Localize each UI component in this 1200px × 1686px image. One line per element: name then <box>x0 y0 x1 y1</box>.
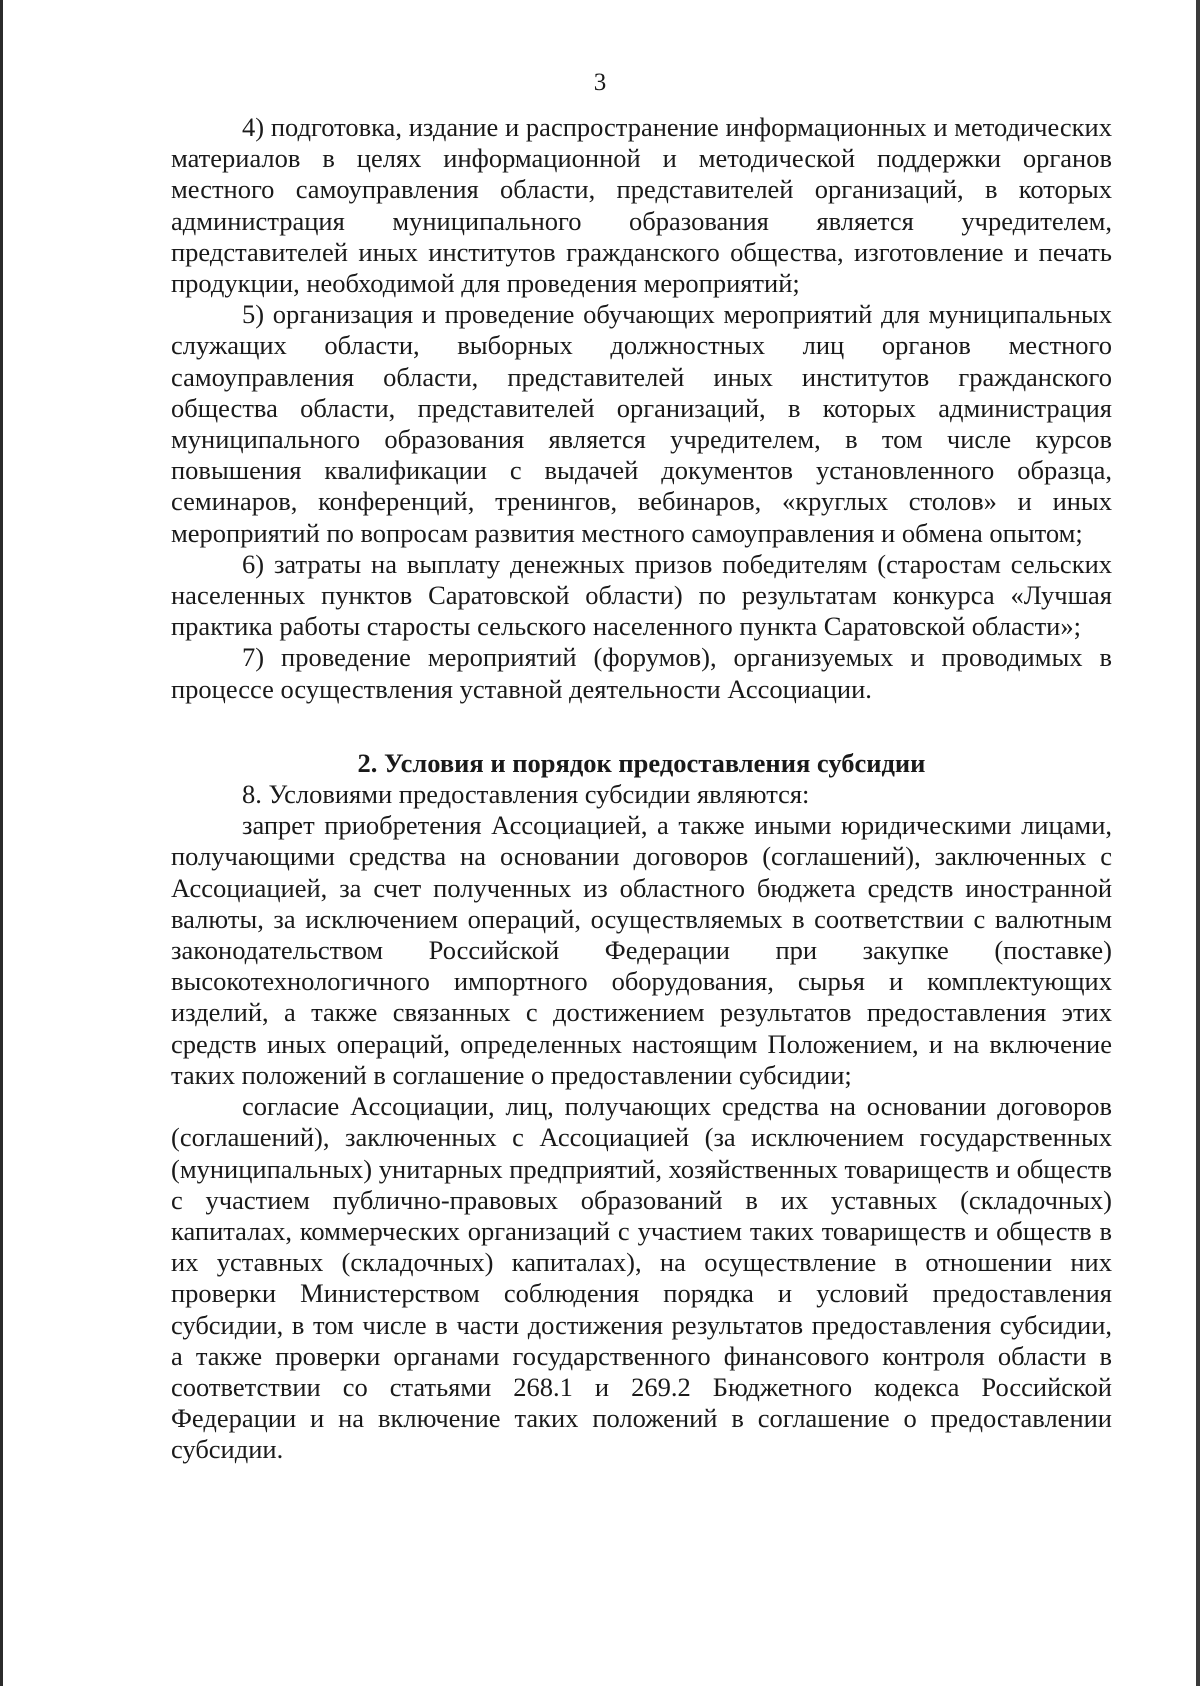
paragraph-item-7: 7) проведение мероприятий (форумов), организуемых и проводимых в процессе осуществления уставной деятельности Ассоциации. <box>171 642 1112 704</box>
page-number: 3 <box>593 69 607 96</box>
document-body <box>171 112 1112 1466</box>
paragraph-item-8: 8. Условиями предоставления субсидии являются: <box>242 779 810 810</box>
scan-edge-left <box>0 0 3 1686</box>
scan-edge-right <box>1196 0 1200 1686</box>
paragraph-item-5: 5) организация и проведение обучающих мероприятий для муниципальных служащих области, выборных должностных лиц органов местного самоуправления области, представителей иных институтов гражданского общества области, представителей организаций, в которых администрация муниципального образования является учредителем, в том числе курсов повышения квалификации с выдачей документов установленного образца, семинаров, конференций, тренингов, вебинаров, «круглых столов» и иных мероприятий по вопросам развития местного самоуправления и обмена опытом; <box>171 299 1112 548</box>
paragraph-item-4: 4) подготовка, издание и распространение информационных и методических материалов в целях информационной и методической поддержки органов местного самоуправления области, представителей организаций, в которых администрация муниципального образования является учредителем, представителей иных институтов гражданского общества, изготовление и печать продукции, необходимой для проведения мероприятий; <box>171 112 1112 299</box>
section-heading: 2. Условия и порядок предоставления субсидии <box>357 747 926 778</box>
paragraph-item-6: 6) затраты на выплату денежных призов победителям (старостам сельских населенных пунктов Саратовской области) по результатам конкурса «Лучшая практика работы старосты сельского населенного пункта Саратовской области»; <box>171 548 1112 642</box>
paragraph-currency-ban: запрет приобретения Ассоциацией, а также иными юридическими лицами, получающими средства на основании договоров (соглашений), заключенных с Ассоциацией, за счет полученных из областного бюджета средств иностранной валюты, за исключением операций, осуществляемых в соответствии с валютным законодательством Российской Федерации при закупке (поставке) высокотехнологичного импортного оборудования, сырья и комплектующих изделий, а также связанных с достижением результатов предоставления этих средств иных операций, определенных настоящим Положением, и на включение таких положений в соглашение о предоставлении субсидии; <box>171 810 1112 1090</box>
paragraph-consent: согласие Ассоциации, лиц, получающих средства на основании договоров (соглашений), заключенных с Ассоциацией (за исключением государственных (муниципальных) унитарных предприятий, хозяйственных товариществ и обществ с участием публично-правовых образований в их уставных (складочных) капиталах, коммерческих организаций с участием таких товариществ и обществ в их уставных (складочных) капиталах), на осуществление в отношении них проверки Министерством соблюдения порядка и условий предоставления субсидии, в том числе в части достижения результатов предоставления субсидии, а также проверки органами государственного финансового контроля области в соответствии со статьями 268.1 и 269.2 Бюджетного кодекса Российской Федерации и на включение таких положений в соглашение о предоставлении субсидии. <box>171 1091 1112 1465</box>
